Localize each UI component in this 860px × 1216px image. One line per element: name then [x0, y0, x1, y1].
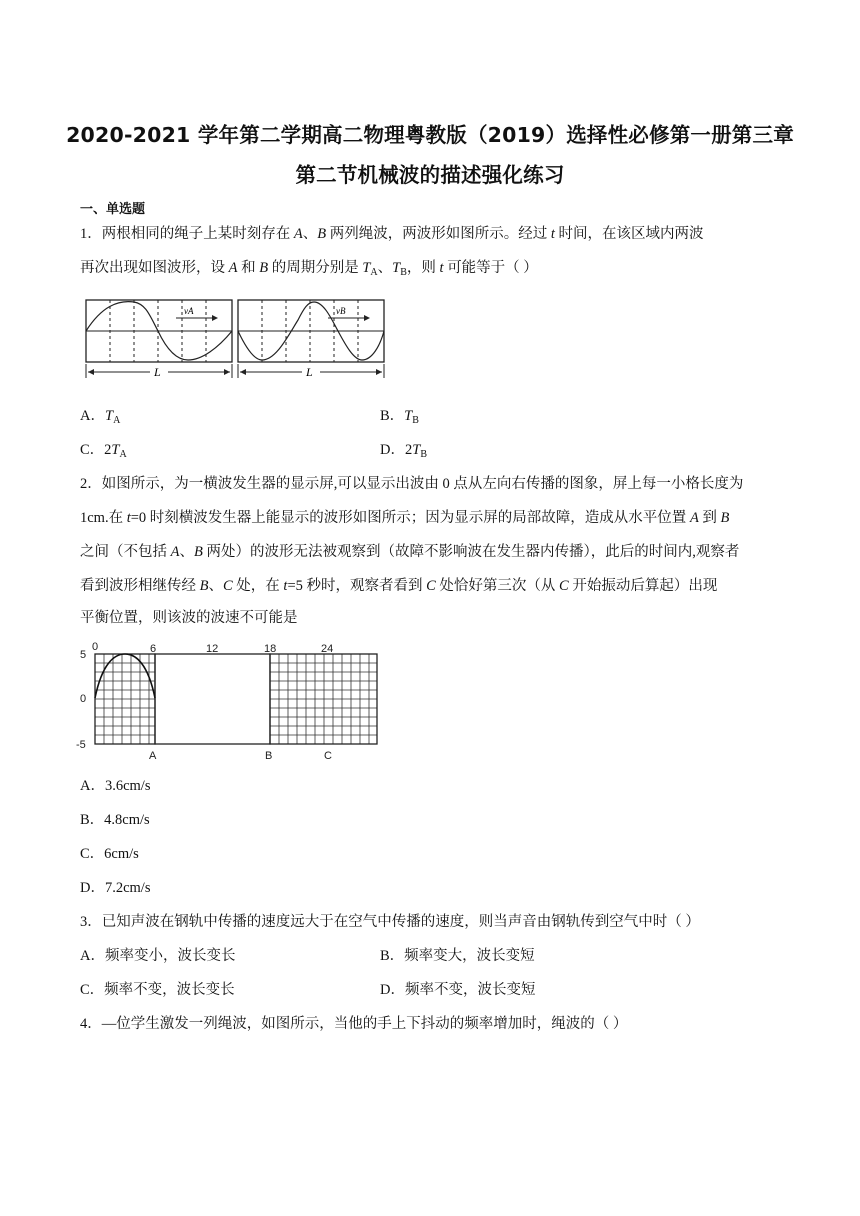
q2-text: 、: [208, 578, 223, 594]
q1-option-a[interactable]: [80, 406, 120, 431]
q1-option-d[interactable]: [380, 440, 427, 465]
y-tick-neg5: -5: [76, 739, 86, 751]
q2-var-c: C: [559, 578, 569, 594]
q2-text: 、: [179, 544, 194, 560]
q1-var-a: A: [228, 260, 238, 276]
option-var: T: [104, 408, 114, 424]
q1-var-b: B: [317, 226, 327, 242]
q2-text: 处恰好第三次（从: [435, 578, 560, 594]
q2-display-screen-figure: [76, 640, 386, 762]
q2-text: =0 时刻横波发生器上能显示的波形如图所示；因为显示屏的局部故障，造成从水平位置: [130, 510, 690, 526]
option-label: C．: [80, 442, 105, 458]
x-tick-6: 6: [150, 643, 157, 655]
q2-var-b: B: [720, 510, 730, 526]
point-label-c: C: [324, 750, 332, 762]
q1-sep: 、: [377, 260, 393, 276]
q2-stem-line-2: [80, 508, 729, 528]
q2-var-b: B: [199, 578, 209, 594]
q1-text: 再次出现如图波形，设: [80, 260, 229, 276]
q1-sub: A: [370, 267, 378, 278]
q2-var-a: A: [689, 510, 699, 526]
q1-sep: 、: [302, 226, 318, 242]
velocity-label-a: vA: [184, 306, 194, 316]
q1-text: 时间，在该区域内两波: [554, 226, 704, 242]
option-label: D．: [380, 442, 405, 458]
q2-var-c: C: [222, 578, 233, 594]
q2-text: 看到波形相继传经: [80, 578, 200, 594]
q1-var-t: t: [439, 260, 444, 276]
x-tick-24: 24: [321, 643, 334, 655]
q2-text: 两处）的波形无法被观察到（故障不影响波在发生器内传播），此后的时间内,观察者: [202, 544, 740, 560]
q2-text: 到: [698, 510, 721, 526]
q3-option-b[interactable]: B．频率变大，波长变短: [380, 948, 535, 964]
x-tick-0: 0: [92, 641, 99, 653]
q2-var-a: A: [170, 544, 180, 560]
y-tick-5: 5: [80, 649, 87, 661]
right-grid: [270, 654, 377, 744]
wave-b-panel: [238, 300, 384, 362]
q1-option-b[interactable]: [380, 406, 419, 431]
x-tick-12: 12: [206, 643, 219, 655]
q1-stem-line-2: [80, 258, 538, 283]
q1-var-t: t: [550, 226, 555, 242]
q2-option-c[interactable]: C．6cm/s: [80, 846, 139, 862]
q1-var-b: B: [259, 260, 269, 276]
option-coef: 2: [104, 442, 112, 458]
wave-a-panel: [86, 300, 232, 362]
option-sub: B: [420, 449, 427, 460]
option-var: T: [111, 442, 120, 458]
q2-stem-line-4: [80, 576, 717, 596]
q2-text: 1cm.在: [80, 510, 127, 526]
left-grid: [95, 654, 155, 744]
q1-text: 的周期分别是: [268, 260, 363, 276]
point-label-b: B: [265, 750, 273, 762]
q2-stem-line-1: 2．如图所示，为一横波发生器的显示屏,可以显示出波由 0 点从左向右传播的图象，屏上每一小格长度为: [80, 476, 744, 492]
q2-var-t: t: [283, 578, 288, 594]
x-tick-18: 18: [264, 643, 277, 655]
q2-stem-line-5: 平衡位置，则该波的波速不可能是: [80, 610, 298, 626]
option-sub: A: [113, 415, 121, 426]
q2-text: 之间（不包括: [80, 544, 171, 560]
q1-wave-figure: [80, 296, 390, 382]
q1-option-c[interactable]: [80, 440, 127, 465]
blank-region: [155, 654, 270, 744]
q1-stem-line-1: [80, 224, 704, 244]
option-var: T: [404, 408, 413, 424]
q1-text: 两列绳波，两波形如图所示。经过: [326, 226, 551, 242]
velocity-label-b: vB: [336, 306, 346, 316]
q2-text: =5 秒时，观察者看到: [287, 578, 427, 594]
length-label-left: L: [154, 365, 161, 379]
q3-stem: 3．已知声波在钢轨中传播的速度远大于在空气中传播的速度，则当声音由钢轨传到空气中时（ ）: [80, 914, 700, 930]
q1-text: ，则: [406, 260, 440, 276]
q2-option-a[interactable]: A．3.6cm/s: [80, 778, 151, 794]
q3-option-d[interactable]: D．频率不变，波长变短: [380, 982, 536, 998]
option-label: B．: [380, 408, 405, 424]
q2-var-c: C: [426, 578, 436, 594]
option-sub: B: [412, 415, 419, 426]
q2-stem-line-3: [80, 542, 739, 562]
option-sub: A: [119, 449, 127, 460]
point-label-a: A: [149, 750, 157, 762]
q3-option-a[interactable]: A．频率变小，波长变长: [80, 948, 236, 964]
q2-text: 处，在: [232, 578, 284, 594]
q2-text: 开始振动后算起）出现: [568, 578, 718, 594]
length-label-right: L: [306, 365, 313, 379]
q3-option-c[interactable]: C．频率不变，波长变长: [80, 982, 235, 998]
q1-sub: B: [400, 267, 407, 278]
title-line-2: 第二节机械波的描述强化练习: [295, 163, 565, 187]
y-tick-0: 0: [80, 693, 87, 705]
q1-var-T: T: [362, 260, 371, 276]
option-label: A．: [80, 408, 105, 424]
section-heading: 一、单选题: [80, 202, 146, 217]
title-line-1: 2020-2021 学年第二学期高二物理粤教版（2019）选择性必修第一册第三章: [66, 123, 794, 147]
q1-var-a: A: [293, 226, 303, 242]
q1-text: 1．两根相同的绳子上某时刻存在: [80, 226, 294, 242]
q2-option-d[interactable]: D．7.2cm/s: [80, 880, 151, 896]
option-var: T: [412, 442, 421, 458]
option-coef: 2: [404, 442, 413, 458]
q1-var-T: T: [392, 260, 401, 276]
q2-var-t: t: [126, 510, 131, 526]
length-dimension: [86, 364, 384, 379]
q1-text: 和: [237, 260, 260, 276]
q4-stem: 4．—位学生激发一列绳波，如图所示，当他的手上下抖动的频率增加时，绳波的（ ）: [80, 1016, 628, 1032]
q2-var-b: B: [193, 544, 203, 560]
q2-option-b[interactable]: B．4.8cm/s: [80, 812, 150, 828]
q1-text: 可能等于（ ）: [443, 260, 538, 276]
